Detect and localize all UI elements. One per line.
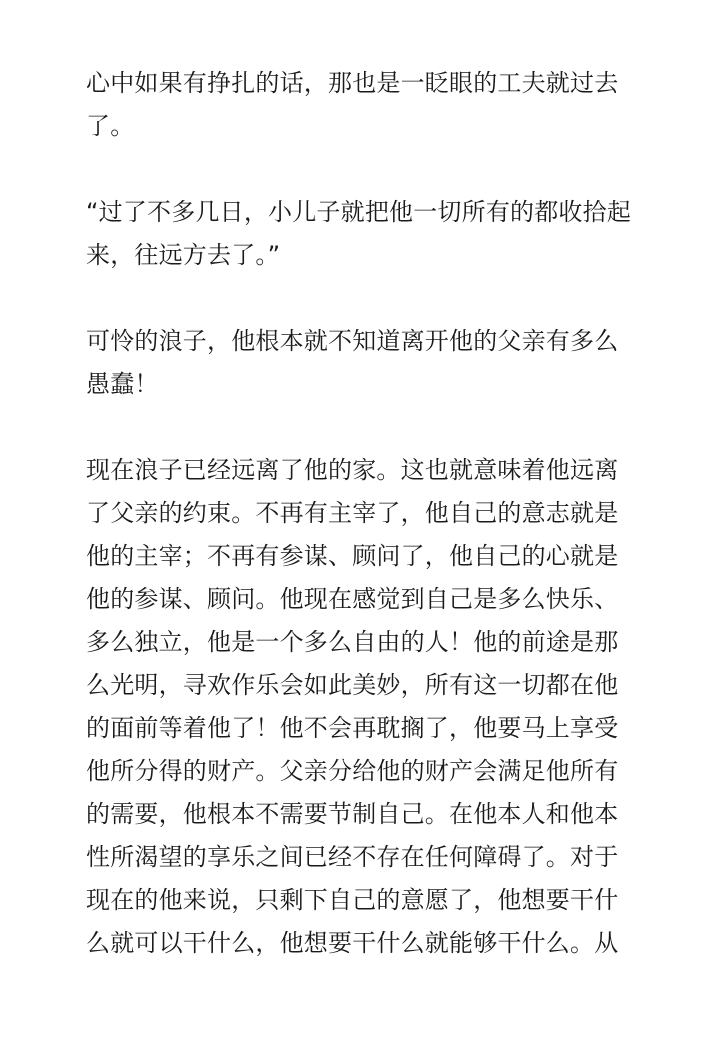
text-line: 可怜的浪子，他根本就不知道离开他的父亲有多么 (86, 327, 619, 355)
text-line: 他所分得的财产。父亲分给他的财产会满足他所有 (86, 757, 619, 785)
text-line: 么就可以干什么，他想要干什么就能够干什么。从 (86, 929, 619, 957)
text-line: 么光明，寻欢作乐会如此美妙，所有这一切都在他 (86, 671, 619, 699)
text-line: 他的参谋、顾问。他现在感觉到自己是多么快乐、 (86, 585, 619, 613)
paragraph-4 (86, 449, 646, 965)
text-line: 的面前等着他了！他不会再耽搁了，他要马上享受 (86, 714, 619, 742)
text-line: 来，往远方去了。” (86, 241, 281, 269)
text-line: 了父亲的约束。不再有主宰了，他自己的意志就是 (86, 499, 619, 527)
reading-page (86, 62, 646, 965)
text-line: 多么独立，他是一个多么自由的人！他的前途是那 (86, 628, 619, 656)
paragraph-3 (86, 320, 646, 406)
text-line: 愚蠢！ (86, 370, 159, 398)
paragraph-1 (86, 62, 646, 148)
text-line: 现在浪子已经远离了他的家。这也就意味着他远离 (86, 456, 619, 484)
text-line: 他的主宰；不再有参谋、顾问了，他自己的心就是 (86, 542, 619, 570)
text-line: 性所渴望的享乐之间已经不存在任何障碍了。对于 (86, 843, 619, 871)
text-line: “过了不多几日，小儿子就把他一切所有的都收拾起 (86, 198, 632, 226)
text-line: 的需要，他根本不需要节制自己。在他本人和他本 (86, 800, 619, 828)
text-line: 了。 (86, 112, 135, 140)
text-line: 心中如果有挣扎的话，那也是一眨眼的工夫就过去 (86, 69, 619, 97)
paragraph-2 (86, 191, 646, 277)
text-line: 现在的他来说，只剩下自己的意愿了，他想要干什 (86, 886, 619, 914)
